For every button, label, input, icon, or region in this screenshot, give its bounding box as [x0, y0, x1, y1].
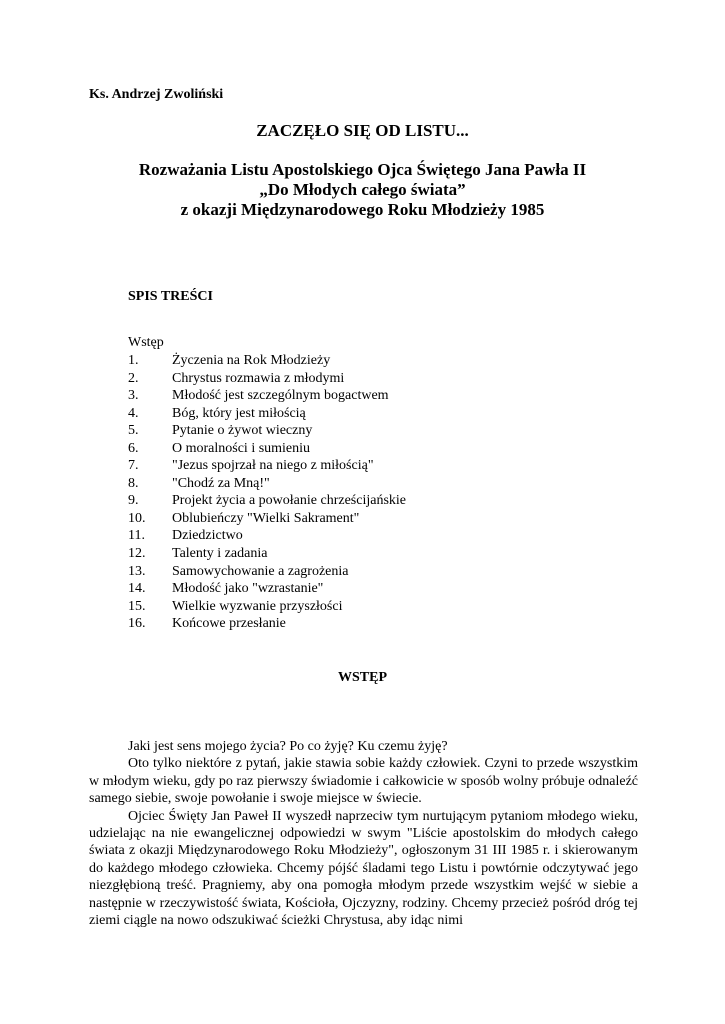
- toc-item-number: 16.: [128, 616, 146, 632]
- toc-item: [128, 405, 406, 423]
- toc-item: [128, 615, 406, 633]
- toc-item-label: Talenty i zadania: [172, 546, 268, 562]
- toc-item-number: 12.: [128, 546, 146, 562]
- toc-item: [128, 370, 406, 388]
- toc-item-number: 7.: [128, 458, 139, 474]
- toc-item: [128, 510, 406, 528]
- section-heading: WSTĘP: [337, 670, 387, 685]
- toc-item-label: Projekt życia a powołanie chrześcijańskie: [172, 493, 407, 509]
- toc-item-label: O moralności i sumieniu: [172, 440, 311, 456]
- table-of-contents: [128, 352, 406, 633]
- toc-item-label: Oblubieńczy "Wielki Sakrament": [172, 510, 360, 526]
- toc-item-label: Życzenia na Rok Młodzieży: [172, 353, 331, 368]
- toc-item: [128, 545, 406, 563]
- toc-item: [128, 475, 406, 493]
- toc-item-label: Bóg, który jest miłością: [172, 405, 306, 421]
- toc-item-number: 13.: [128, 563, 146, 579]
- paragraph: Jaki jest sens mojego życia? Po co żyję? Ku czemu żyję?: [128, 739, 448, 754]
- toc-item-intro: Wstęp: [128, 335, 164, 350]
- toc-item: [128, 440, 406, 458]
- toc-item: [128, 352, 406, 370]
- toc-item-number: 14.: [128, 581, 146, 597]
- body-text: [89, 738, 638, 929]
- toc-item-label: Chrystus rozmawia z młodymi: [172, 370, 345, 386]
- toc-item-number: 2.: [128, 370, 139, 386]
- toc-item-number: 8.: [128, 475, 139, 491]
- toc-item-number: 15.: [128, 598, 146, 614]
- toc-item: [128, 563, 406, 581]
- toc-item-label: Samowychowanie a zagrożenia: [172, 563, 349, 579]
- toc-item: [128, 387, 406, 405]
- toc-item: [128, 527, 406, 545]
- author-name: Ks. Andrzej Zwoliński: [89, 87, 224, 102]
- subtitle-line: „Do Młodych całego świata”: [259, 180, 466, 199]
- subtitle-line: Rozważania Listu Apostolskiego Ojca Świętego Jana Pawła II: [138, 160, 587, 179]
- toc-item: [128, 580, 406, 598]
- subtitle-line: z okazji Międzynarodowego Roku Młodzieży 1985: [180, 200, 545, 219]
- toc-item-label: Dziedzictwo: [172, 528, 243, 544]
- toc-item-number: 3.: [128, 388, 139, 404]
- paragraph: Ojciec Święty Jan Paweł II wyszedł naprzeciw tym nurtującym pytaniom młodego wieku, udzielając na nie ewangelicznej odpowiedzi w swym "Liście apostolskim do młodych całego świata z okazji Międzynarodowego Roku Młodzieży", ogłoszonym 31 III 1985 r. i skierowanym do każdego młodego człowieka. Chcemy pójść śladami tego Listu i powtórnie odczytywać jego niezgłębioną treść. Pragniemy, aby ona pomogła młodym przede wszystkim wejść w siebie a następnie w rzeczywistość świata, Kościoła, Ojczyzny, rodziny. Chcemy przecież pośród dróg tej ziemi ciągle na nowo odszukiwać ścieżki Chrystusa, aby idąc nimi: [89, 808, 638, 929]
- toc-item-label: Końcowe przesłanie: [172, 616, 286, 632]
- toc-item-label: Młodość jako "wzrastanie": [172, 581, 324, 597]
- toc-item: [128, 598, 406, 616]
- toc-item-label: Pytanie o żywot wieczny: [172, 423, 313, 439]
- toc-item-number: 10.: [128, 510, 146, 526]
- toc-item-label: "Jezus spojrzał na niego z miłością": [172, 458, 374, 474]
- document-title: ZACZĘŁO SIĘ OD LISTU...: [256, 121, 469, 140]
- toc-item: [128, 492, 406, 510]
- toc-item-label: Młodość jest szczególnym bogactwem: [172, 388, 389, 404]
- toc-item-number: 4.: [128, 405, 139, 421]
- toc-item-number: 9.: [128, 493, 139, 509]
- paragraph: Oto tylko niektóre z pytań, jakie stawia sobie każdy człowiek. Czyni to przede wszystkim w młodym wieku, gdy po raz pierwszy świadomie i całkowicie w sposób wolny próbuje odnaleźć samego siebie, swoje powołanie i swoje miejsce w świecie.: [89, 756, 638, 807]
- toc-item: [128, 422, 406, 440]
- toc-item-label: "Chodź za Mną!": [172, 475, 270, 491]
- toc-item-label: Wielkie wyzwanie przyszłości: [172, 598, 343, 614]
- toc-item-number: 5.: [128, 423, 139, 439]
- toc-item-number: 11.: [128, 528, 145, 544]
- toc-item: [128, 457, 406, 475]
- toc-heading: SPIS TREŚCI: [128, 289, 213, 304]
- toc-item-number: 1.: [128, 353, 139, 368]
- document-subtitle: [0, 160, 725, 220]
- toc-item-number: 6.: [128, 440, 139, 456]
